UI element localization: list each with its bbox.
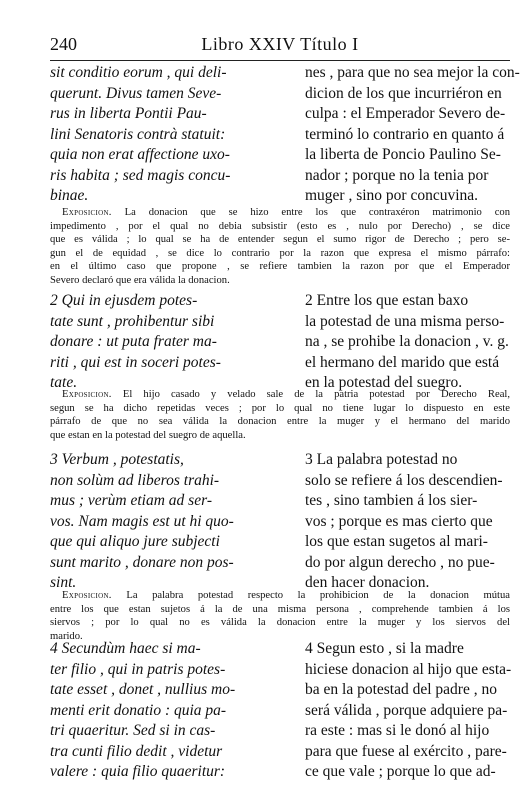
text-line: los que estan sugetos al mari- <box>305 533 488 550</box>
text-line: vos ; porque es mas cierto que <box>305 512 493 530</box>
text-line: 4 Segun esto , si la madre <box>305 640 464 657</box>
text-line: binae. <box>50 187 89 204</box>
text-line: muger , sino por concuvina. <box>305 187 479 204</box>
exposition-line: gun el de equidad , se dice lo contrario por la razon que expresa el mismo párrafo: <box>50 247 510 259</box>
text-line: vos. Nam magis est ut hi quo- <box>50 512 234 530</box>
spanish-column <box>305 291 510 394</box>
running-header <box>50 34 510 60</box>
exposition-first-line <box>50 206 510 220</box>
exposition-line: que estan en la potestad del suegro de aquella. <box>50 429 246 441</box>
text-line: nes , para que no sea mejor la con- <box>305 64 520 81</box>
text-line: ra este : mas si le donó al hijo <box>305 722 490 739</box>
text-line: ba en la potestad del padre , no <box>305 681 497 698</box>
exposition-text: El hijo casado y velado sale de la patria potestad por Derecho Real, <box>122 389 510 400</box>
text-line: tate esset , donet , nullius mo- <box>50 681 236 698</box>
exposition-note <box>50 589 510 643</box>
text-line: quia non erat affectione uxo- <box>50 146 230 163</box>
text-line: la potestad de una misma perso- <box>305 312 505 330</box>
spanish-column <box>305 450 510 594</box>
text-line: 2 Entre los que estan baxo <box>305 292 469 309</box>
text-line: non solùm ad liberos trahi- <box>50 471 220 489</box>
section-2 <box>50 291 510 394</box>
exposition-label: Exposicion. <box>62 207 112 218</box>
text-line: culpa : el Emperador Severo de- <box>305 105 506 122</box>
text-line: na , se prohibe la donacion , v. g. <box>305 333 509 350</box>
text-line: lini Senatoris contrà statuit: <box>50 125 226 143</box>
spanish-column <box>305 639 510 783</box>
text-line: tate. <box>50 374 78 391</box>
exposition-line: Severo declaró que era válida la donacion. <box>50 274 230 286</box>
text-line: para que fuese al exército , pare- <box>305 742 507 760</box>
text-line: la liberta de Poncio Paulino Se- <box>305 146 501 163</box>
text-line: querunt. Divus tamen Seve- <box>50 84 222 102</box>
text-line: ris habita ; sed magis concu- <box>50 166 231 184</box>
text-line: tri quaeritur. Sed si in cas- <box>50 722 216 739</box>
exposition-label: Exposicion. <box>62 389 112 400</box>
text-line: sunt marito , donare non pos- <box>50 553 234 571</box>
text-line: den hacer donacion. <box>305 574 430 591</box>
exposition-line: en el último caso que propone , se refiere tambien la razon por que el Emperador <box>50 261 510 273</box>
text-line: valere : quia filio quaeritur: <box>50 763 226 780</box>
exposition-line: que es válida ; lo qual se ha de entender segun el sumo rigor de Derecho ; pero se- <box>50 234 510 246</box>
text-line: ter filio , qui in patris potes- <box>50 660 226 678</box>
exposition-line: segun se ha dicho repetidas veces ; por lo qual no tiene lugar lo dispuesto en este <box>50 402 510 414</box>
exposition-line: impedimento , por el qual no debia subsistir (esto es , nulo por Derecho) , se dice <box>50 220 510 232</box>
running-title: Libro XXIV Título I <box>201 34 359 54</box>
section-continuation <box>50 63 520 207</box>
exposition-line: siervos ; por lo qual no es válida la donacion entre la muger y los siervos del <box>50 617 510 629</box>
text-line: 3 La palabra potestad no <box>305 451 458 468</box>
text-line: será válida , porque adquiere pa- <box>305 701 508 719</box>
exposition-note <box>50 206 510 288</box>
text-line: rus in liberta Pontii Pau- <box>50 105 207 122</box>
section-3 <box>50 450 510 594</box>
section-4 <box>50 639 510 783</box>
text-line: menti erit donatio : quia pa- <box>50 701 227 719</box>
text-line: hiciese donacion al hijo que esta- <box>305 660 512 678</box>
text-line: donare : ut puta frater ma- <box>50 333 217 350</box>
text-line: en la potestad del suegro. <box>305 374 463 391</box>
header-rule <box>50 60 510 61</box>
text-line: do por algun derecho , no pue- <box>305 553 495 571</box>
text-line: tate sunt , prohibentur sibi <box>50 312 215 330</box>
exposition-first-line <box>50 589 510 603</box>
text-line: el hermano del marido que está <box>305 353 500 371</box>
page-number: 240 <box>50 34 77 54</box>
text-line: ce que vale ; porque lo que ad- <box>305 763 496 780</box>
text-line: que qui aliquo jure subjecti <box>50 533 220 550</box>
text-line: dicion de los que incurriéron en <box>305 84 502 102</box>
text-line: 2 Qui in ejusdem potes- <box>50 292 198 309</box>
exposition-line: marido. <box>50 630 83 642</box>
exposition-text: La palabra potestad respecto la prohibicion de la donacion mútua <box>126 590 511 601</box>
latin-column <box>50 291 262 394</box>
spanish-column <box>305 63 520 207</box>
exposition-line: entre los que estan sujetos á la de una misma persona , comprehende tambien á los <box>50 603 510 615</box>
text-line: sint. <box>50 574 77 591</box>
text-line: 3 Verbum , potestatis, <box>50 451 184 468</box>
text-line: tes , sino tambien á los sier- <box>305 492 478 509</box>
exposition-note <box>50 388 510 442</box>
text-line: riti , qui est in soceri potes- <box>50 353 221 371</box>
text-line: terminó lo contrario en quanto á <box>305 125 505 143</box>
text-line: solo se refiere á los descendien- <box>305 471 503 489</box>
latin-column <box>50 639 262 783</box>
text-line: nador ; porque no la tenia por <box>305 166 489 184</box>
text-line: mus ; verùm etiam ad ser- <box>50 492 212 509</box>
text-line: sit conditio eorum , qui deli- <box>50 64 227 81</box>
text-line: tra cunti filio dedit , videtur <box>50 742 223 760</box>
exposition-label: Exposicion. <box>62 590 112 601</box>
exposition-text: La donacion que se hizo entre los que contraxéron matrimonio con <box>124 207 510 218</box>
text-line: 4 Secundùm haec si ma- <box>50 640 201 657</box>
exposition-first-line <box>50 388 510 402</box>
exposition-line: párrafo de que no sea válida la donacion entre la muger y el hermano del marido <box>50 416 510 428</box>
latin-column <box>50 63 262 207</box>
latin-column <box>50 450 262 594</box>
